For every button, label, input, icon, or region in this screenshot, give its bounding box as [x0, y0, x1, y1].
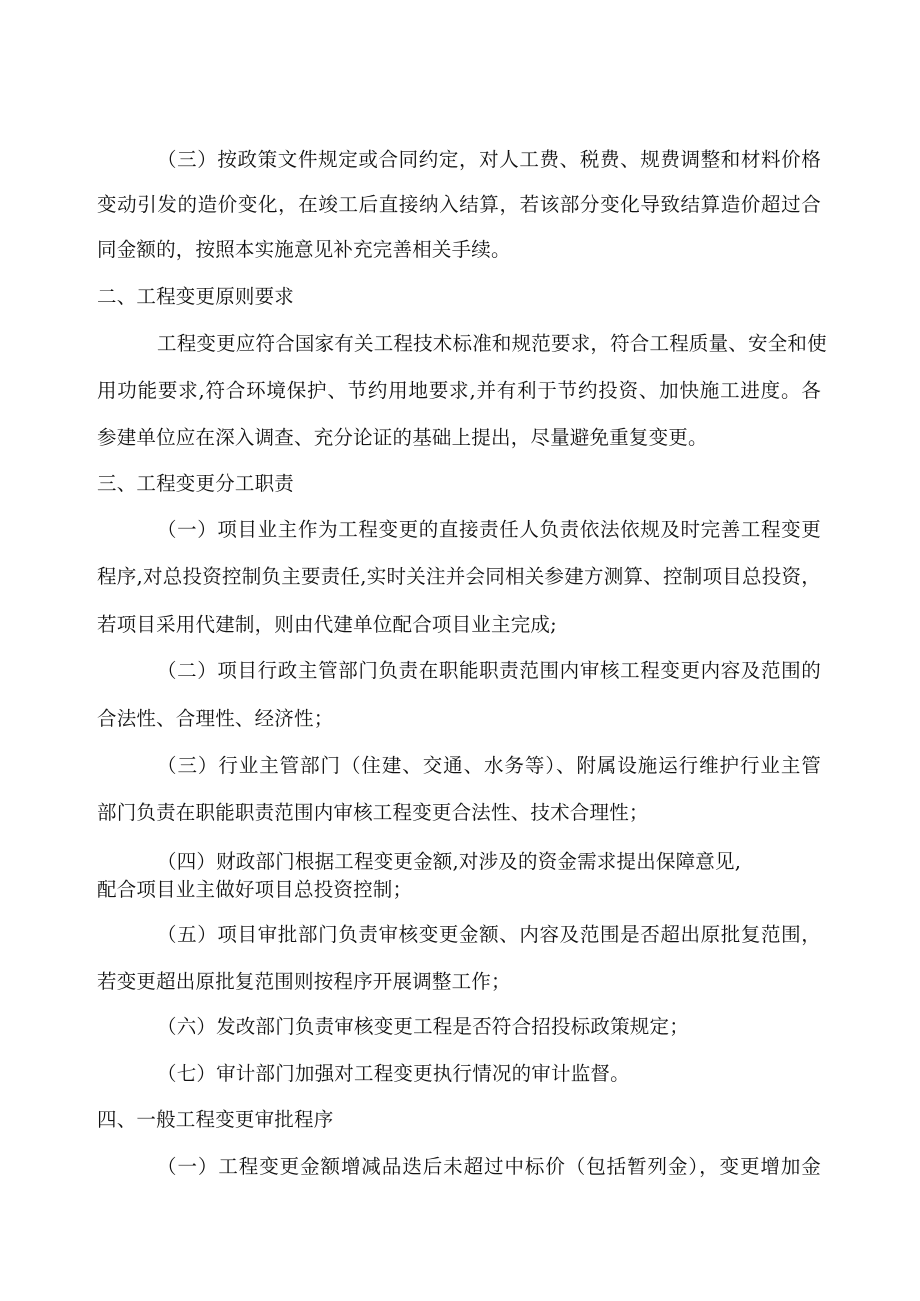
- section-heading: 四、一般工程变更审批程序: [97, 1108, 334, 1131]
- paragraph-line: 工程变更应符合国家有关工程技术标准和规范要求，符合工程质量、安全和使: [157, 332, 827, 355]
- paragraph-line: （四）财政部门根据工程变更金额,对涉及的资金需求提出保障意见,: [157, 850, 742, 873]
- paragraph-line: 同金额的，按照本实施意见补充完善相关手续。: [97, 238, 511, 261]
- paragraph-line: 若项目采用代建制，则由代建单位配合项目业主完成;: [97, 613, 557, 636]
- paragraph-line: （二）项目行政主管部门负责在职能职责范围内审核工程变更内容及范围的: [157, 659, 821, 682]
- paragraph-line: 部门负责在职能职责范围内审核工程变更合法性、技术合理性；: [97, 801, 649, 824]
- paragraph-line: （三）行业主管部门（住建、交通、水务等）、附属设施运行维护行业主管: [157, 754, 821, 777]
- paragraph-line: （七）审计部门加强对工程变更执行情况的审计监督。: [157, 1062, 630, 1085]
- paragraph-line: 变动引发的造价变化，在竣工后直接纳入结算，若该部分变化导致结算造价超过合: [97, 193, 821, 216]
- section-heading: 二、工程变更原则要求: [97, 285, 295, 308]
- paragraph-line: 程序,对总投资控制负主要责任,实时关注并会同相关参建方测算、控制项目总投资，: [97, 565, 821, 588]
- paragraph-line: （五）项目审批部门负责审核变更金额、内容及范围是否超出原批复范围，: [157, 923, 821, 946]
- paragraph-line: （六）发改部门负责审核变更工程是否符合招投标政策规定；: [157, 1015, 689, 1038]
- paragraph-line: （一）项目业主作为工程变更的直接责任人负责依法依规及时完善工程变更: [157, 518, 821, 541]
- paragraph-line: 参建单位应在深入调查、充分论证的基础上提出，尽量避免重复变更。: [97, 426, 708, 449]
- paragraph-line: （一）工程变更金额增减品迭后未超过中标价（包括暂列金），变更增加金: [157, 1155, 821, 1178]
- paragraph-line: 合法性、合理性、经济性；: [97, 707, 334, 730]
- paragraph-line: （三）按政策文件规定或合同约定，对人工费、税费、规费调整和材料价格: [157, 148, 821, 171]
- section-heading: 三、工程变更分工职责: [97, 472, 295, 495]
- paragraph-line: 用功能要求,符合环境保护、节约用地要求,并有利于节约投资、加快施工进度。各: [97, 379, 821, 402]
- paragraph-line: 配合项目业主做好项目总投资控制；: [97, 878, 413, 901]
- paragraph-line: 若变更超出原批复范围则按程序开展调整工作；: [97, 970, 511, 993]
